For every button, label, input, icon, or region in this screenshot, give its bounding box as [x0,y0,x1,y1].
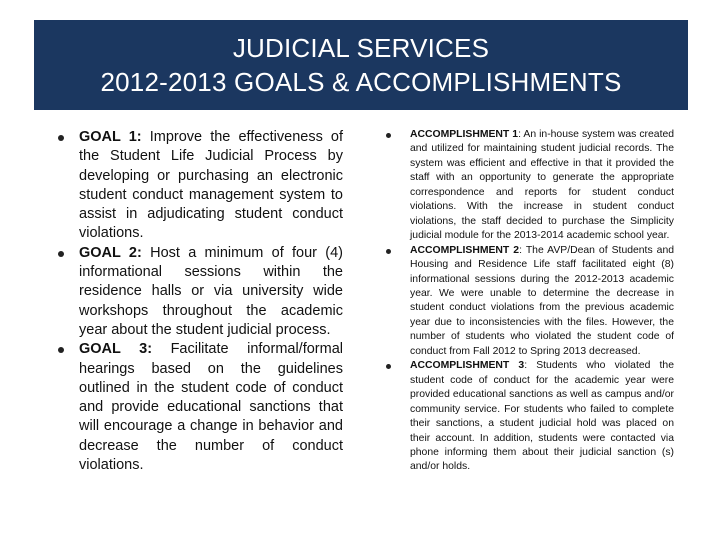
slide-title-banner [34,20,688,110]
bullet-icon [386,364,391,369]
accomplishment-label: ACCOMPLISHMENT 3 [410,360,525,372]
accomplishment-text: : The AVP/Dean of Students and Housing and Residence Life staff facilitated eight (8) informational sessions during the 2012-2013 academic year. We were unable to determine the decrease in student conduct violations from the previous academic year due to inconsistencies with the files. However, the number of students who violated the student code of conduct from Fall 2012 to Spring 2013 decreased. [410,244,674,357]
goals-column [58,128,343,475]
accomplishment-label: ACCOMPLISHMENT 1 [410,129,519,140]
accomplishment-item-2 [386,244,674,360]
accomplishment-label: ACCOMPLISHMENT 2 [410,244,520,256]
accomplishment-item-1 [386,128,674,244]
goal-text: Host a minimum of four (4) informational sessions within the residence halls or via university wide workshops throughout the academic year about the student judicial process. [79,244,343,338]
accomplishment-text: : An in-house system was created and utilized for maintaining student judicial records. The system was efficient and effective in that it provided the staff with an opportunity to generate the appropriate correspondence and reports for student conduct violations. With the increase in student conduct violations, the staff decided to purchase the Simplicity judicial module for the 2013-2014 academic school year. [410,129,675,242]
goal-label: GOAL 2: [79,244,142,261]
accomplishments-column [386,128,674,475]
slide-title-line-2: 2012-2013 GOALS & ACCOMPLISHMENTS [100,67,622,97]
goal-label: GOAL 3: [79,341,153,358]
bullet-icon [58,347,64,353]
goal-text: Facilitate informal/formal hearings based on the guidelines outlined in the student code of conduct and provide educational sanctions that will encourage a change in behavior and decrease the number of conduct violations. [79,341,344,474]
slide-title-line-1: JUDICIAL SERVICES [232,33,490,63]
accomplishment-text: : Students who violated the student code of conduct for the academic year were provided educational sanctions as well as campus and/or community service. For students who failed to complete their sanctions, a student judicial hold was placed on their account. In addition, students were contacted via phone informing them about their judicial sanction (s) and/or holds. [410,360,674,473]
goal-label: GOAL 1: [79,129,142,145]
bullet-icon [58,251,64,257]
accomplishment-item-3 [386,359,674,475]
goal-item-1 [58,128,343,244]
goal-item-2 [58,244,343,340]
bullet-icon [386,249,391,254]
bullet-icon [386,133,391,138]
goal-item-3 [58,340,343,475]
goal-text: Improve the effectiveness of the Student Life Judicial Process by developing or purchasing an electronic student conduct management system to assist in adjudicating student conduct violations. [79,129,344,242]
bullet-icon [58,135,64,141]
